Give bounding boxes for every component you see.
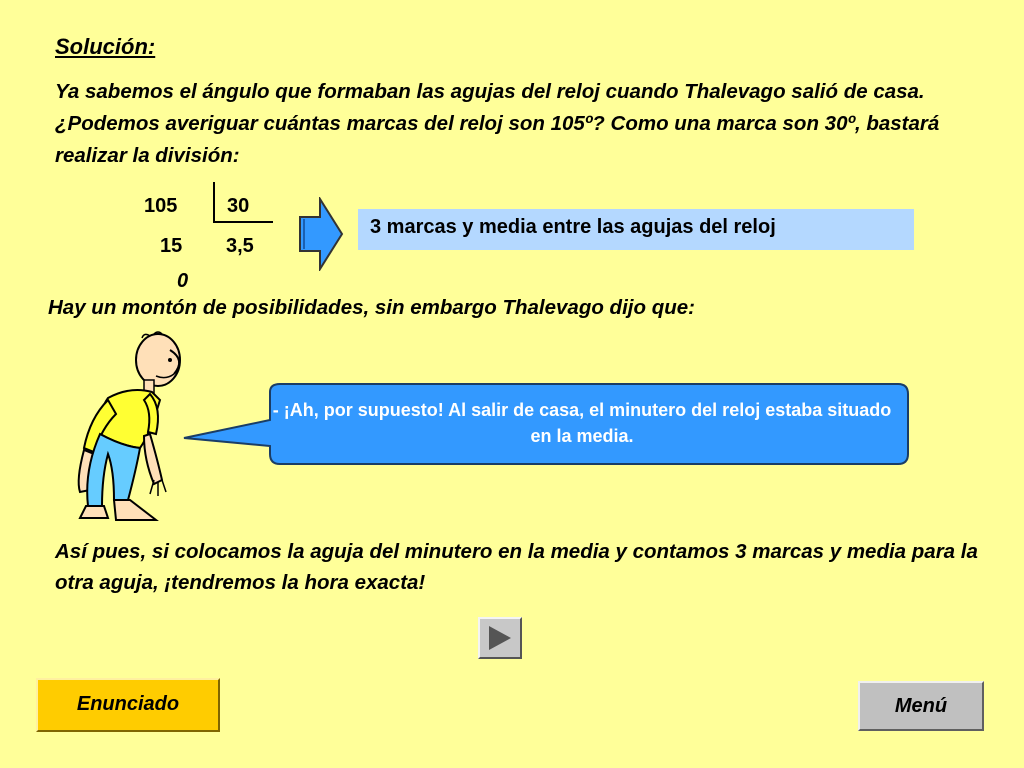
dividend: 105 (144, 195, 178, 217)
enunciado-button[interactable]: Enunciado (36, 678, 220, 732)
divisor: 30 (227, 195, 250, 217)
menu-button[interactable]: Menú (858, 681, 984, 731)
remainder: 0 (177, 270, 189, 292)
quotient: 3,5 (226, 235, 254, 257)
possibilities-text: Hay un montón de posibilidades, sin embargo Thalevago dijo que: (48, 296, 695, 319)
partial-remainder: 15 (160, 235, 183, 257)
result-box: 3 marcas y media entre las agujas del reloj (358, 209, 914, 250)
next-button[interactable] (478, 617, 522, 659)
division-vertical-line (213, 182, 215, 222)
intro-paragraph: Ya sabemos el ángulo que formaban las agujas del reloj cuando Thalevago salió de casa. ¿Podemos averiguar cuántas marcas del reloj son 105º? Como una marca son 30º, bastará realizar la división: (55, 80, 940, 167)
division-horizontal-line (213, 221, 273, 223)
right-block-arrow-icon (298, 197, 344, 271)
conclusion-paragraph: Así pues, si colocamos la aguja del minutero en la media y contamos 3 marcas y media para la otra aguja, ¡tendremos la hora exacta! (55, 540, 978, 594)
page-title: Solución: (55, 34, 156, 59)
speech-text: - ¡Ah, por supuesto! Al salir de casa, el minutero del reloj estaba situado en la media. (272, 400, 892, 446)
play-triangle-icon (480, 619, 520, 657)
